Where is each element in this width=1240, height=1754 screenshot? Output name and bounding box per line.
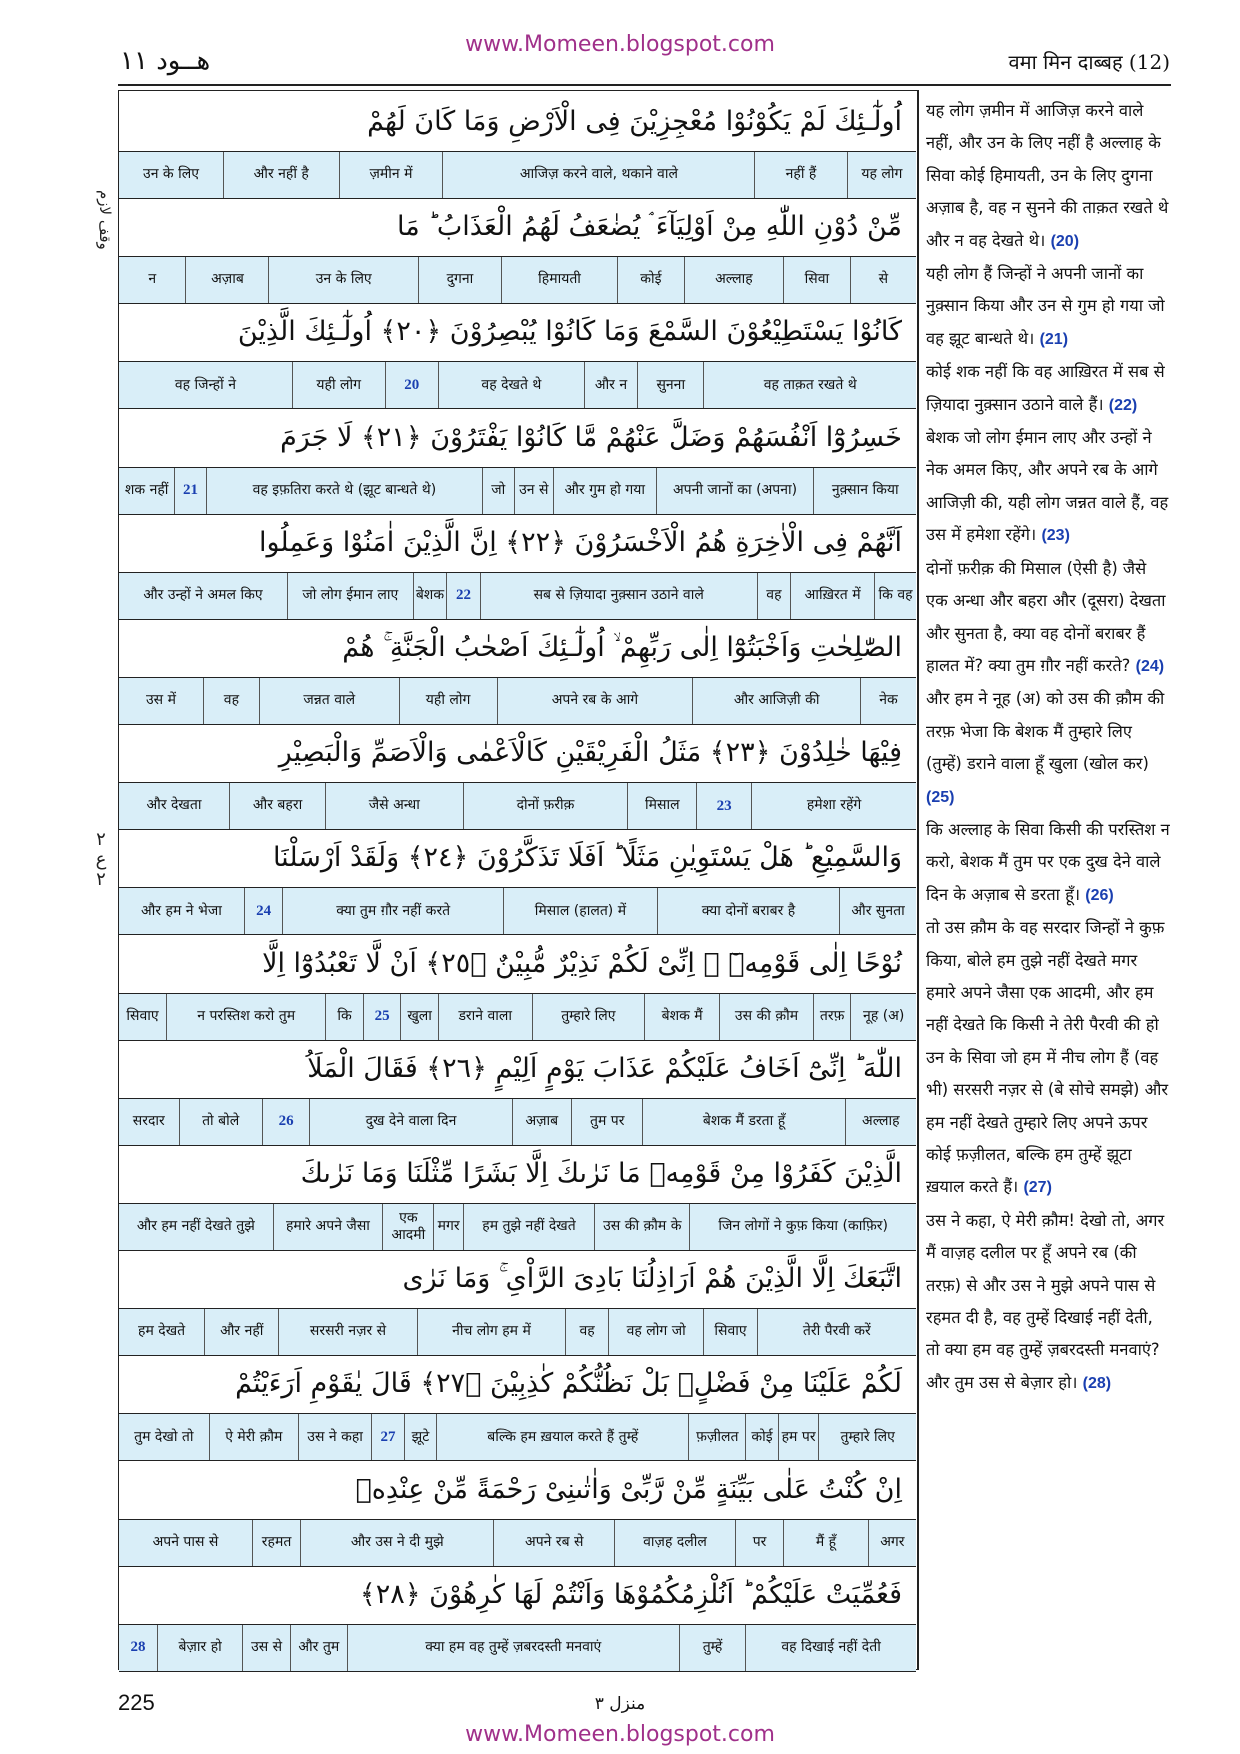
arabic-line: كَانُوْا يَسْتَطِيْعُوْنَ السَّمْعَ وَمَا كَانُوْا يُبْصِرُوْنَ ﴿٢٠﴾ اُولٰٓـئِكَ الَّذِيْنَ: [119, 301, 916, 363]
arabic-line: اَنَّهُمْ فِى الْاٰخِرَةِ هُمُ الْاَخْسَرُوْنَ ﴿٢٢﴾ اِنَّ الَّذِيْنَ اٰمَنُوْا وَعَمِلُوا: [119, 512, 916, 574]
word-translation-row: [119, 151, 916, 199]
header-rule: [118, 84, 1171, 86]
word-translation-row: [119, 1624, 916, 1672]
word-cell: फ़ज़ीलत: [688, 1414, 745, 1460]
arabic-line: مِّنْ دُوْنِ اللّٰهِ مِنْ اَوْلِيَآءَ ۘ يُضٰعَفُ لَهُمُ الْعَذَابُ ؕ مَا: [119, 196, 916, 258]
word-translation-row: [119, 256, 916, 304]
word-translation-row: [119, 1308, 916, 1356]
word-translation-row: [119, 887, 916, 935]
word-cell: नेक: [860, 678, 916, 724]
word-translation-row: [119, 782, 916, 830]
arabic-line: اِنْ كُنْتُ عَلٰى بَيِّنَةٍ مِّنْ رَّبِّىْ وَاٰتٰٮنِىْ رَحْمَةً مِّنْ عِنْدِهٖ: [119, 1459, 916, 1521]
word-cell: उन से: [514, 468, 553, 514]
word-cell: मैं हूँ: [783, 1520, 868, 1566]
translation-paragraph: [926, 95, 1171, 258]
word-cell: डराने वाला: [438, 994, 532, 1040]
word-cell: मिसाल: [627, 783, 696, 829]
ayah-number: (20): [1050, 232, 1080, 250]
word-cell: तुम्हें: [679, 1625, 745, 1671]
word-cell: अपनी जानों का (अपना): [656, 468, 814, 514]
arabic-line: خَسِرُوْٓا اَنْفُسَهُمْ وَضَلَّ عَنْهُمْ مَّا كَانُوْا يَفْتَرُوْنَ ﴿٢١﴾ لَا جَرَمَ: [119, 407, 916, 469]
word-cell: हम देखते: [138, 1323, 186, 1340]
word-cell: दुगना: [418, 257, 501, 303]
word-cell: अपने रब से: [493, 1520, 614, 1566]
column-divider: [918, 90, 919, 1670]
translation-text: उस ने कहा, ऐ मेरी क़ौम! देखो तो, अगर मैं वाज़ह दलील पर हूँ अपने रब (की तरफ़) से और उस ने मुझे अपने पास से रहमत दी है, वह तुम्हें दिखाई नहीं देती, तो क्या हम वह तुम्हें ज़बरदस्ती मनवाएं? और तुम उस से बेज़ार हो।: [926, 1210, 1165, 1392]
word-cell: जो: [482, 468, 514, 514]
word-translation-row: [119, 361, 916, 409]
word-cell: आजिज़ करने वाले, थकाने वाले: [442, 152, 754, 198]
translation-text: कोई शक नहीं कि वह आख़िरत में सब से ज़ियादा नुक़्सान उठाने वाले हैं।: [926, 362, 1165, 414]
word-cell: नूह (अ): [850, 994, 916, 1040]
waqf-marker: وقف لازم: [96, 190, 114, 250]
word-cell: हमेशा रहेंगे: [751, 783, 916, 829]
translation-paragraph: [926, 683, 1171, 814]
word-cell: अल्लाह: [845, 1099, 916, 1145]
arabic-line: اُولٰٓـئِكَ لَمْ يَكُوْنُوْا مُعْجِزِيْنَ فِى الْاَرْضِ وَمَا كَانَ لَهُمْ: [119, 91, 916, 153]
translation-paragraph: [926, 258, 1171, 356]
word-translation-row: [119, 1519, 916, 1567]
word-cell: क्या तुम ग़ौर नहीं करते: [282, 888, 503, 934]
word-cell: तुम पर: [571, 1099, 642, 1145]
word-cell: वह ताक़त रखते थे: [703, 362, 916, 408]
ayah-number-cell: 22: [446, 573, 480, 619]
word-cell: यही लोग: [399, 678, 497, 724]
ayah-number: (23): [1041, 527, 1070, 545]
translation-column: [926, 95, 1171, 1400]
word-cell: उन के लिए: [143, 166, 199, 183]
surah-name: هــود ١١: [120, 46, 211, 76]
word-cell: उस की क़ौम के: [594, 1204, 689, 1250]
word-cell: वह देखते थे: [438, 362, 584, 408]
word-cell: उस ने कहा: [298, 1414, 371, 1460]
word-cell: नहीं हैं: [754, 152, 846, 198]
ayah-number-cell: 28: [130, 1639, 146, 1656]
translation-text: दोनों फ़रीक़ की मिसाल (ऐसी है) जैसे एक अन्धा और बहरा और (दूसरा) देखता और सुनता है, क्या वह दोनों बराबर हैं हालत में? क्या तुम ग़ौर नहीं करते?: [926, 558, 1166, 675]
word-cell: सुनना: [637, 362, 703, 408]
word-cell: ऐ मेरी क़ौम: [209, 1414, 298, 1460]
chapter-title: वमा मिन दाब्बह (12): [1008, 50, 1170, 74]
ayah-number-cell: 26: [262, 1099, 310, 1145]
ayah-number-cell: 27: [371, 1414, 404, 1460]
word-translation-row: [119, 1413, 916, 1461]
translation-paragraph: [926, 912, 1171, 1205]
word-cell: सिवा: [783, 257, 849, 303]
translation-paragraph: [926, 422, 1171, 553]
ayah-number: (27): [1023, 1179, 1052, 1197]
word-cell: और तुम: [290, 1625, 347, 1671]
ayah-number: (21): [1039, 330, 1069, 348]
word-cell: तरफ़: [813, 994, 851, 1040]
word-cell: कोई: [745, 1414, 778, 1460]
arabic-line: فَعُمِّيَتْ عَلَيْكُمْ ؕ اَنُلْزِمُكُمُوْهَا وَاَنْتُمْ لَهَا كٰرِهُوْنَ ﴿٢٨﴾: [119, 1564, 916, 1626]
word-translation-row: [119, 677, 916, 725]
word-cell: और नहीं है: [223, 152, 339, 198]
word-cell: और बहरा: [229, 783, 325, 829]
word-cell: तुम्हारे लिए: [532, 994, 645, 1040]
ayah-number-cell: 25: [363, 994, 401, 1040]
word-cell: जिन लोगों ने कुफ़ किया (काफ़िर): [689, 1204, 916, 1250]
word-cell: वह इफ़तिरा करते थे (झूट बान्धते थे): [206, 468, 482, 514]
word-cell: बेज़ार हो: [157, 1625, 242, 1671]
word-cell: कि: [325, 994, 363, 1040]
translation-text: और हम ने नूह (अ) को उस की क़ौम की तरफ़ भेजा कि बेशक मैं तुम्हारे लिए (तुम्हें) डराने वाला हूँ खुला (खोल कर): [926, 689, 1165, 774]
translation-text: तो उस क़ौम के वह सरदार जिन्हों ने कुफ़ किया, बोले हम तुझे नहीं देखते मगर हमारे अपने जैसा एक आदमी, और हम नहीं देखते कि किसी ने तेरी पैरवी की हो उन के सिवा जो हम में नीच लोग हैं (वह भी) सरसरी नज़र से (बे सोचे समझे) और हम नहीं देखते तुम्हारे लिए अपने ऊपर कोई फ़ज़ीलत, बल्कि हम तुम्हें झूटा ख़याल करते हैं।: [926, 918, 1169, 1197]
word-cell: न: [148, 271, 157, 288]
word-cell: और गुम हो गया: [553, 468, 656, 514]
word-cell: और हम नहीं देखते तुझे: [136, 1218, 255, 1235]
page-number: 225: [118, 1690, 155, 1715]
translation-text: बेशक जो लोग ईमान लाए और उन्हों ने नेक अमल किए, और अपने रब के आगे आजिज़ी की, यही लोग जन्नत वाले हैं, वह उस में हमेशा रहेंगे।: [926, 428, 1169, 545]
word-cell: बेशक मैं डरता हूँ: [642, 1099, 844, 1145]
arabic-line: نُوْحًا اِلٰى قَوْمِهٖٓ ۫ اِنِّىْ لَكُمْ نَذِيْرٌ مُّبِيْنٌ ﴿٢٥﴾ اَنْ لَّا تَعْبُدُوْٓا اِلَّا: [119, 933, 916, 995]
word-cell: और न: [584, 362, 637, 408]
word-cell: उस में: [146, 692, 176, 709]
manzil-label: منزل ٣: [594, 1694, 646, 1714]
word-translation-row: [119, 1203, 916, 1251]
word-cell: उस की क़ौम: [719, 994, 813, 1040]
word-cell: सब से ज़ियादा नुक़्सान उठाने वाले: [480, 573, 757, 619]
word-cell: अल्लाह: [684, 257, 784, 303]
word-cell: रहमत: [252, 1520, 300, 1566]
word-cell: उन के लिए: [268, 257, 417, 303]
arabic-line: الصّٰلِحٰتِ وَاَخْبَتُوْٓا اِلٰى رَبِّهِمْ ۙ اُولٰٓـئِكَ اَصْحٰبُ الْجَنَّةِ ۚ هُمْ: [119, 617, 916, 679]
word-cell: हम पर: [778, 1414, 819, 1460]
arabic-line: اتَّبَعَكَ اِلَّا الَّذِيْنَ هُمْ اَرَاذِلُنَا بَادِىَ الرَّاْىِ ۚ وَمَا نَرٰى: [119, 1248, 916, 1310]
word-cell: यही लोग: [292, 362, 385, 408]
arabic-line: اللّٰهَ ؕ اِنِّىْٓ اَخَافُ عَلَيْكُمْ عَذَابَ يَوْمٍ اَلِيْمٍ ﴿٢٦﴾ فَقَالَ الْمَلَاُ: [119, 1038, 916, 1100]
word-cell: पर: [735, 1520, 783, 1566]
ayah-number-cell: 21: [174, 468, 206, 514]
word-cell: क्या दोनों बराबर है: [657, 888, 839, 934]
word-cell: शक नहीं: [124, 481, 169, 498]
ayah-number: (26): [1085, 886, 1114, 904]
word-cell: सरदार: [132, 1113, 165, 1130]
word-cell: और उन्हों ने अमल किए: [143, 587, 263, 604]
word-cell: न परस्तिश करो तुम: [166, 994, 325, 1040]
word-cell: यह लोग: [847, 152, 916, 198]
arabic-line: وَالسَّمِيْعِ ؕ هَلْ يَسْتَوِيٰنِ مَثَلًا ؕ اَفَلَا تَذَكَّرُوْنَ ﴿٢٤﴾ وَلَقَدْ اَرْسَلْنَا: [119, 827, 916, 889]
word-cell: वह: [565, 1309, 608, 1355]
translation-text: कि अल्लाह के सिवा किसी की परस्तिश न करो, बेशक मैं तुम पर एक दुख देने वाले दिन के अज़ाब से डरता हूँ।: [926, 819, 1170, 904]
word-cell: अज़ाब: [512, 1099, 571, 1145]
word-cell: और नहीं: [204, 1309, 278, 1355]
word-cell: वह जिन्हों ने: [174, 376, 236, 393]
word-cell: सरसरी नज़र से: [278, 1309, 416, 1355]
word-translation-row: [119, 1098, 916, 1146]
word-cell: दुख देने वाला दिन: [309, 1099, 511, 1145]
word-cell: जन्नत वाले: [259, 678, 399, 724]
arabic-line: لَكُمْ عَلَيْنَا مِنْ فَضْلٍۭ بَلْ نَظُنُّكُمْ كٰذِبِيْنَ ﴿٢٧﴾ قَالَ يٰقَوْمِ اَرَءَيْتُمْ: [119, 1353, 916, 1415]
ayah-number: (22): [1108, 396, 1138, 414]
word-cell: वह: [757, 573, 791, 619]
word-cell: से: [850, 257, 916, 303]
word-translation-row: [119, 467, 916, 515]
translation-text: यही लोग हैं जिन्हों ने अपनी जानों का नुक़्सान किया और उन से गुम हो गया जो वह झूट बान्धते थे।: [926, 264, 1165, 348]
word-cell: कोई: [617, 257, 683, 303]
word-cell: हिमायती: [501, 257, 617, 303]
ayah-number: (28): [1082, 1374, 1112, 1392]
word-cell: अगर: [868, 1520, 916, 1566]
word-cell: क्या हम वह तुम्हें ज़बरदस्ती मनवाएं: [347, 1625, 679, 1671]
word-cell: नीच लोग हम में: [417, 1309, 566, 1355]
word-cell: वाज़ह दलील: [614, 1520, 735, 1566]
word-cell: तो बोले: [179, 1099, 262, 1145]
word-cell: बेशक मैं: [644, 994, 719, 1040]
word-cell: जैसे अन्धा: [325, 783, 462, 829]
word-cell: बल्कि हम ख़याल करते हैं तुम्हें: [436, 1414, 688, 1460]
word-cell: अपने पास से: [152, 1533, 219, 1550]
word-cell: आख़िरत में: [790, 573, 874, 619]
word-cell: हमारे अपने जैसा: [273, 1204, 383, 1250]
word-cell: मिसाल (हालत) में: [503, 888, 657, 934]
word-cell: मगर: [433, 1204, 462, 1250]
word-cell: हम तुझे नहीं देखते: [463, 1204, 595, 1250]
ruku-marker: ٢ ع ٢: [95, 829, 107, 890]
translation-text: यह लोग ज़मीन में आजिज़ करने वाले नहीं, और उन के लिए नहीं है अल्लाह के सिवा कोई हिमायती, उन के लिए दुगना अज़ाब है, वह न सुनने की ताक़त रखते थे और न वह देखते थे।: [926, 101, 1169, 250]
word-translation-row: [119, 572, 916, 620]
word-cell: सिवाए: [703, 1309, 756, 1355]
word-cell: अज़ाब: [185, 257, 268, 303]
translation-paragraph: [926, 553, 1171, 684]
word-cell: और देखता: [146, 797, 202, 814]
word-cell: बेशक: [413, 573, 447, 619]
word-cell: और उस ने दी मुझे: [300, 1520, 493, 1566]
header-url[interactable]: www.Momeen.blogspot.com: [465, 32, 775, 57]
word-cell: नुक़्सान किया: [813, 468, 916, 514]
word-cell: वह: [203, 678, 259, 724]
word-cell: उस से: [242, 1625, 289, 1671]
arabic-line: فِيْهَا خٰلِدُوْنَ ﴿٢٣﴾ مَثَلُ الْفَرِيْقَيْنِ كَالْاَعْمٰى وَالْاَصَمِّ وَالْبَصِيْرِ: [119, 722, 916, 784]
word-cell: वह दिखाई नहीं देती: [745, 1625, 916, 1671]
arabic-line: الَّذِيْنَ كَفَرُوْا مِنْ قَوْمِهٖ مَا نَرٰٮكَ اِلَّا بَشَرًا مِّثْلَنَا وَمَا نَرٰٮكَ: [119, 1143, 916, 1205]
translation-paragraph: [926, 356, 1171, 422]
word-cell: दोनों फ़रीक़: [463, 783, 628, 829]
word-cell: सिवाए: [126, 1007, 159, 1024]
word-cell: और हम ने भेजा: [141, 902, 222, 919]
translation-paragraph: [926, 814, 1171, 912]
ayah-number-cell: 23: [696, 783, 751, 829]
word-by-word-panel: [118, 90, 918, 1670]
word-translation-row: [119, 993, 916, 1041]
word-cell: और सुनता: [839, 888, 916, 934]
ayah-number: (25): [926, 788, 955, 806]
word-cell: अपने रब के आगे: [497, 678, 693, 724]
word-cell: तुम देखो तो: [134, 1428, 194, 1445]
word-cell: झूटे: [404, 1414, 437, 1460]
word-cell: खुला: [400, 994, 438, 1040]
ayah-number-cell: 24: [244, 888, 282, 934]
translation-paragraph: [926, 1205, 1171, 1400]
word-cell: कि वह: [874, 573, 916, 619]
word-cell: जो लोग ईमान लाए: [287, 573, 413, 619]
word-cell: तुम्हारे लिए: [818, 1414, 916, 1460]
ayah-number: (24): [1135, 657, 1165, 675]
word-cell: वह लोग जो: [608, 1309, 704, 1355]
footer-url[interactable]: www.Momeen.blogspot.com: [465, 1722, 775, 1747]
word-cell: तेरी पैरवी करें: [757, 1309, 916, 1355]
word-cell: ज़मीन में: [339, 152, 443, 198]
word-cell: एक आदमी: [382, 1204, 433, 1250]
word-cell: और आजिज़ी की: [692, 678, 860, 724]
ayah-number-cell: 20: [385, 362, 438, 408]
